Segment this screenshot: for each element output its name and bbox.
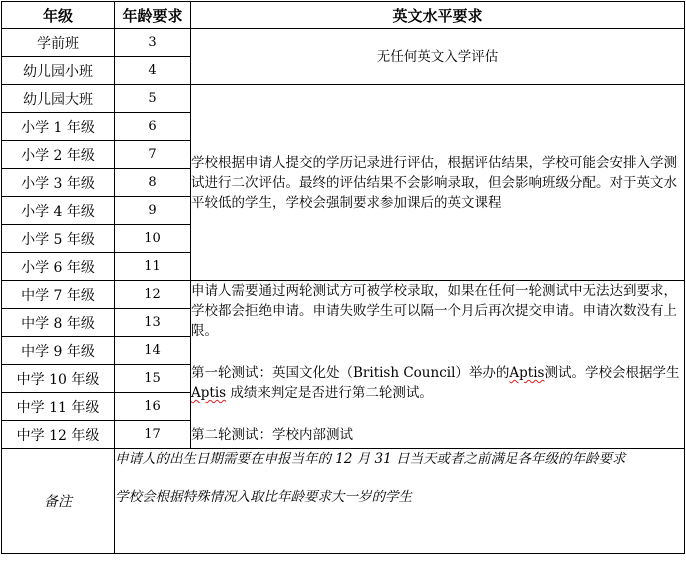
grade-cell: 小学 6 年级 (2, 253, 115, 281)
grade-cell: 学前班 (2, 29, 115, 57)
secondary-intro: 申请人需要通过两轮测试方可被学校录取，如果在任何一轮测试中无法达到要求，学校都会拒绝申请。申请失败学生可以隔一个月后再次提交申请。申请次数没有上限。 (191, 283, 677, 339)
age-cell: 4 (115, 57, 191, 85)
table-row (2, 85, 685, 113)
notes-line-2: 学校会根据特殊情况入取比年龄要求大一岁的学生 (115, 489, 412, 505)
grade-cell: 中学 10 年级 (2, 365, 115, 393)
round1-text (191, 363, 684, 403)
header-age: 年龄要求 (115, 2, 191, 29)
grade-cell: 幼儿园小班 (2, 57, 115, 85)
grade-cell: 小学 2 年级 (2, 141, 115, 169)
age-cell: 6 (115, 113, 191, 141)
grade-cell: 幼儿园大班 (2, 85, 115, 113)
grade-cell: 小学 4 年级 (2, 197, 115, 225)
admission-requirements-table (1, 1, 685, 554)
age-cell: 3 (115, 29, 191, 57)
age-cell: 15 (115, 365, 191, 393)
age-cell: 9 (115, 197, 191, 225)
grade-cell: 小学 1 年级 (2, 113, 115, 141)
grade-cell: 中学 11 年级 (2, 393, 115, 421)
table-row (2, 281, 685, 309)
age-cell: 17 (115, 421, 191, 449)
english-req-preschool: 无任何英文入学评估 (191, 29, 685, 85)
round1-part-b: 测试。学校会根据学生 (544, 365, 680, 381)
grade-cell: 小学 5 年级 (2, 225, 115, 253)
age-cell: 10 (115, 225, 191, 253)
round1-part-a: 第一轮测试：英国文化处（British Council）举办的 (191, 365, 510, 381)
grade-cell: 中学 12 年级 (2, 421, 115, 449)
age-cell: 5 (115, 85, 191, 113)
notes-body (115, 449, 685, 554)
age-cell: 14 (115, 337, 191, 365)
table-row (2, 29, 685, 57)
header-english: 英文水平要求 (191, 2, 685, 29)
grade-cell: 中学 9 年级 (2, 337, 115, 365)
round1-part-c: 成绩来判定是否进行第二轮测试。 (230, 385, 433, 401)
age-cell: 8 (115, 169, 191, 197)
grade-cell: 中学 8 年级 (2, 309, 115, 337)
age-cell: 13 (115, 309, 191, 337)
english-req-primary: 学校根据申请人提交的学历记录进行评估，根据评估结果，学校可能会安排入学测试进行二次评估。最终的评估结果不会影响录取，但会影响班级分配。对于英文水平较低的学生，学校会强制要求参加课后的英文课程 (191, 85, 685, 281)
notes-line-1: 申请人的出生日期需要在申报当年的 12 月 31 日当天或者之前满足各年级的年龄要求 (115, 451, 626, 467)
english-req-secondary (191, 281, 685, 449)
grade-cell: 中学 7 年级 (2, 281, 115, 309)
notes-row (2, 449, 685, 554)
age-cell: 12 (115, 281, 191, 309)
round2-text: 第二轮测试：学校内部测试 (191, 427, 353, 443)
grade-cell: 小学 3 年级 (2, 169, 115, 197)
age-cell: 7 (115, 141, 191, 169)
age-cell: 11 (115, 253, 191, 281)
aptis-term: Aptis (191, 385, 227, 401)
notes-label: 备注 (2, 449, 115, 554)
aptis-term: Aptis (509, 365, 545, 381)
header-row (2, 2, 685, 29)
header-grade: 年级 (2, 2, 115, 29)
age-cell: 16 (115, 393, 191, 421)
